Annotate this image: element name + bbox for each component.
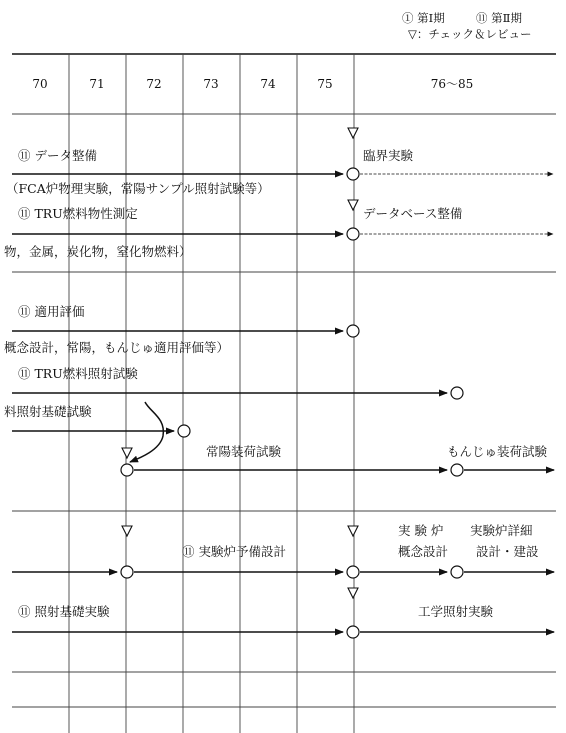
section-experimental-reactor (12, 523, 554, 638)
milestone-circle (451, 566, 463, 578)
milestone-circle (451, 464, 463, 476)
legend-phase2: ⑪ 第Ⅱ期 (476, 11, 522, 25)
year-label: 74 (260, 77, 276, 91)
year-label: 71 (89, 77, 105, 91)
check-review-marker (122, 526, 132, 536)
legend-check-review: ▽：チェック＆レビュー (408, 27, 532, 41)
section-data-development (4, 128, 553, 259)
label-database: データベース整備 (363, 206, 463, 221)
year-label: 76～85 (430, 77, 474, 91)
milestone-circle (178, 425, 190, 437)
connector-curve (130, 402, 163, 462)
year-label: 70 (32, 77, 48, 91)
label-kiso-shiken: 料照射基礎試験 (4, 404, 92, 419)
label-tru-shosha: ⑪ TRU燃料照射試験 (18, 366, 138, 381)
label-joyo-sokan: 常陽装荷試験 (206, 444, 282, 459)
milestone-circle (121, 464, 133, 476)
year-label: 73 (203, 77, 219, 91)
label-tru-bussei: ⑪ TRU燃料物性測定 (18, 206, 138, 221)
label-sekkei-kensetsu: 設計・建設 (476, 544, 539, 559)
milestone-circle (121, 566, 133, 578)
label-jikkenro: 実 験 炉 (398, 523, 444, 538)
label-fca-note: （FCA炉物理実験，常陽サンプル照射試験等） (6, 181, 270, 196)
milestone-circle (347, 228, 359, 240)
label-tekiyo-note: 概念設計，常陽，もんじゅ適用評価等） (4, 340, 230, 355)
milestone-circle (347, 566, 359, 578)
check-review-marker (348, 128, 358, 138)
check-review-marker (348, 588, 358, 598)
label-yobi-sekkei: ⑪ 実験炉予備設計 (182, 544, 286, 559)
label-tekiyo: ⑪ 適用評価 (18, 304, 85, 319)
label-monju-sokan: もんじゅ装荷試験 (447, 444, 548, 459)
check-review-marker (348, 200, 358, 210)
year-label: 72 (146, 77, 162, 91)
label-bussei-note: 物，金属，炭化物，窒化物燃料） (4, 244, 192, 259)
milestone-circle (347, 168, 359, 180)
check-review-marker (348, 526, 358, 536)
label-data-seibi: ⑪ データ整備 (18, 148, 97, 163)
year-label: 75 (317, 77, 333, 91)
label-jikkenro-shosai: 実験炉詳細 (470, 523, 533, 538)
label-rinkai: 臨界実験 (363, 148, 414, 163)
milestone-circle (451, 387, 463, 399)
label-gainen-sekkei: 概念設計 (398, 544, 449, 559)
legend (402, 11, 532, 41)
year-header (32, 77, 473, 91)
milestone-circle (347, 626, 359, 638)
label-kogaku-jikken: 工学照射実験 (418, 604, 494, 619)
section-evaluation-irradiation (4, 304, 554, 476)
legend-phase1: ① 第Ⅰ期 (402, 11, 445, 25)
label-kiso-jikken: ⑪ 照射基礎実験 (18, 604, 110, 619)
check-review-marker (122, 448, 132, 458)
milestone-circle (347, 325, 359, 337)
